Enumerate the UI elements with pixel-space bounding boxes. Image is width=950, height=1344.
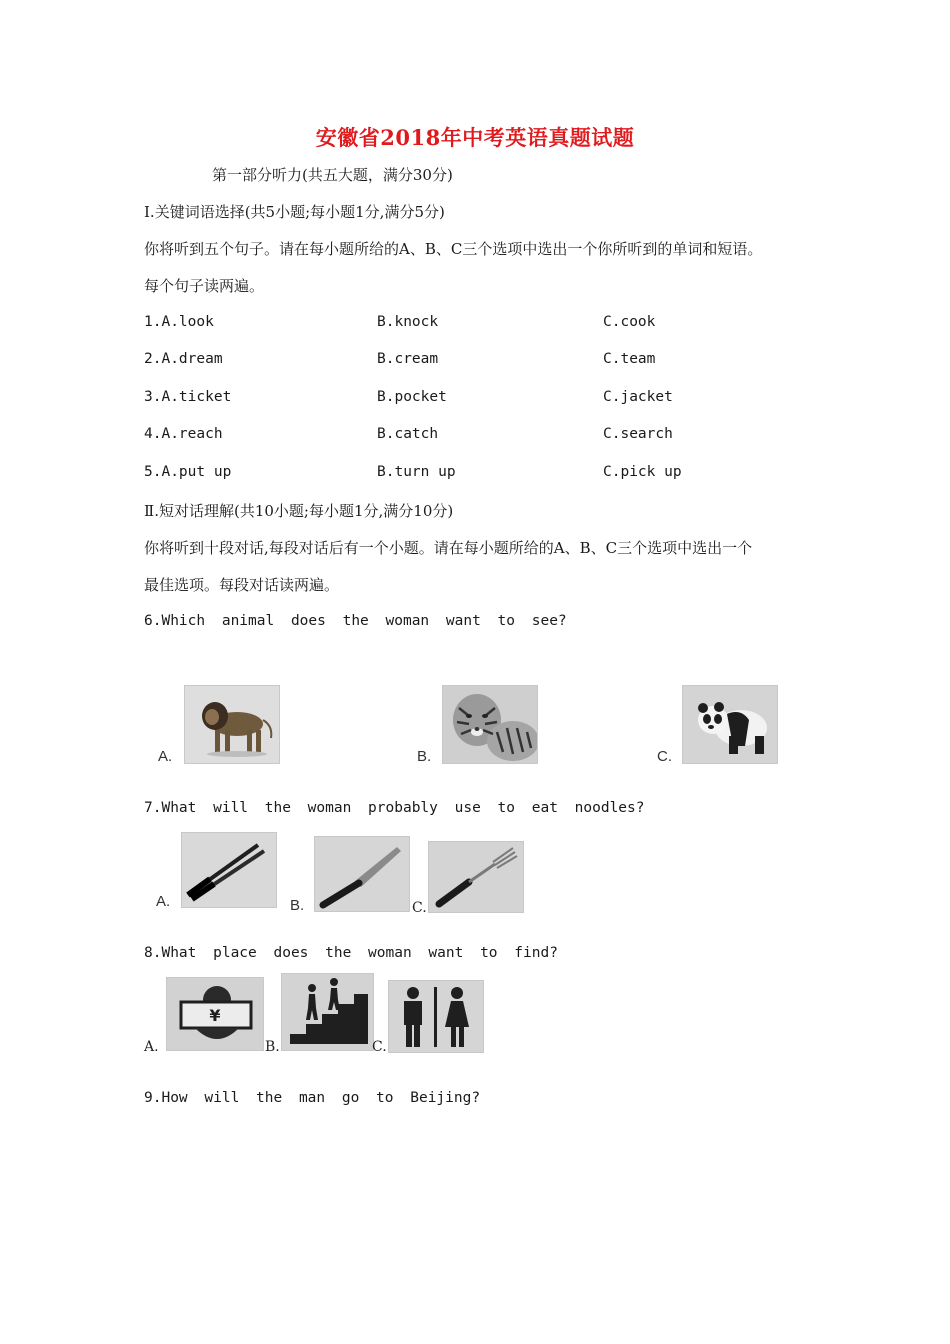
q8-question: 8.What place does the woman want to find? xyxy=(144,945,558,961)
fork-icon xyxy=(428,841,524,913)
q6-label-b: B. xyxy=(417,748,432,765)
q7-label-c: C. xyxy=(412,900,427,916)
q7-label-a: A. xyxy=(156,893,171,910)
part1-heading: 第一部分听力(共五大题，满分30分) xyxy=(212,166,453,184)
q8-label-b: B. xyxy=(265,1039,280,1055)
section2-instruction-line1: 你将听到十段对话,每段对话后有一个小题。请在每小题所给的A、B、C三个选项中选出一个 xyxy=(144,539,753,557)
section2-heading: Ⅱ.短对话理解(共10小题;每小题1分,满分10分) xyxy=(144,502,454,520)
q4-option-b: B.catch xyxy=(377,426,439,442)
q4-option-c: C.search xyxy=(603,426,673,442)
section1-instruction-line2: 每个句子读两遍。 xyxy=(144,277,265,295)
q1-option-a: 1.A.look xyxy=(144,314,214,330)
q5-option-b: B.turn up xyxy=(377,464,456,480)
lion-icon xyxy=(184,685,280,764)
q6-question: 6.Which animal does the woman want to see? xyxy=(144,613,567,629)
q8-label-c: C. xyxy=(372,1039,387,1055)
q5-option-c: C.pick up xyxy=(603,464,682,480)
q5-option-a: 5.A.put up xyxy=(144,464,232,480)
section1-heading: I.关键词语选择(共5小题;每小题1分,满分5分) xyxy=(144,203,445,221)
chopsticks-icon xyxy=(181,832,277,908)
q8-label-a: A. xyxy=(144,1039,159,1055)
q9-question: 9.How will the man go to Beijing? xyxy=(144,1090,481,1106)
q6-label-c: C. xyxy=(657,748,672,765)
q2-option-b: B.cream xyxy=(377,351,439,367)
q4-option-a: 4.A.reach xyxy=(144,426,223,442)
bank-sign-icon xyxy=(166,977,264,1051)
knife-icon xyxy=(314,836,410,912)
q7-question: 7.What will the woman probably use to eat noodles? xyxy=(144,800,645,816)
page-title: 安徽省2018年中考英语真题试题 xyxy=(315,125,635,150)
q1-option-c: C.cook xyxy=(603,314,656,330)
q2-option-c: C.team xyxy=(603,351,656,367)
q2-option-a: 2.A.dream xyxy=(144,351,223,367)
stairs-sign-icon xyxy=(281,973,374,1051)
tiger-icon xyxy=(442,685,538,764)
restroom-sign-icon xyxy=(388,980,484,1053)
q3-option-b: B.pocket xyxy=(377,389,447,405)
q1-option-b: B.knock xyxy=(377,314,439,330)
section1-instruction-line1: 你将听到五个句子。请在每小题所给的A、B、C三个选项中选出一个你所听到的单词和短语。 xyxy=(144,240,763,258)
q3-option-c: C.jacket xyxy=(603,389,673,405)
q3-option-a: 3.A.ticket xyxy=(144,389,232,405)
panda-icon xyxy=(682,685,778,764)
svg-text:¥: ¥ xyxy=(209,1006,221,1025)
section2-instruction-line2: 最佳选项。每段对话读两遍。 xyxy=(144,576,340,594)
q6-label-a: A. xyxy=(158,748,173,765)
q7-label-b: B. xyxy=(290,897,305,914)
